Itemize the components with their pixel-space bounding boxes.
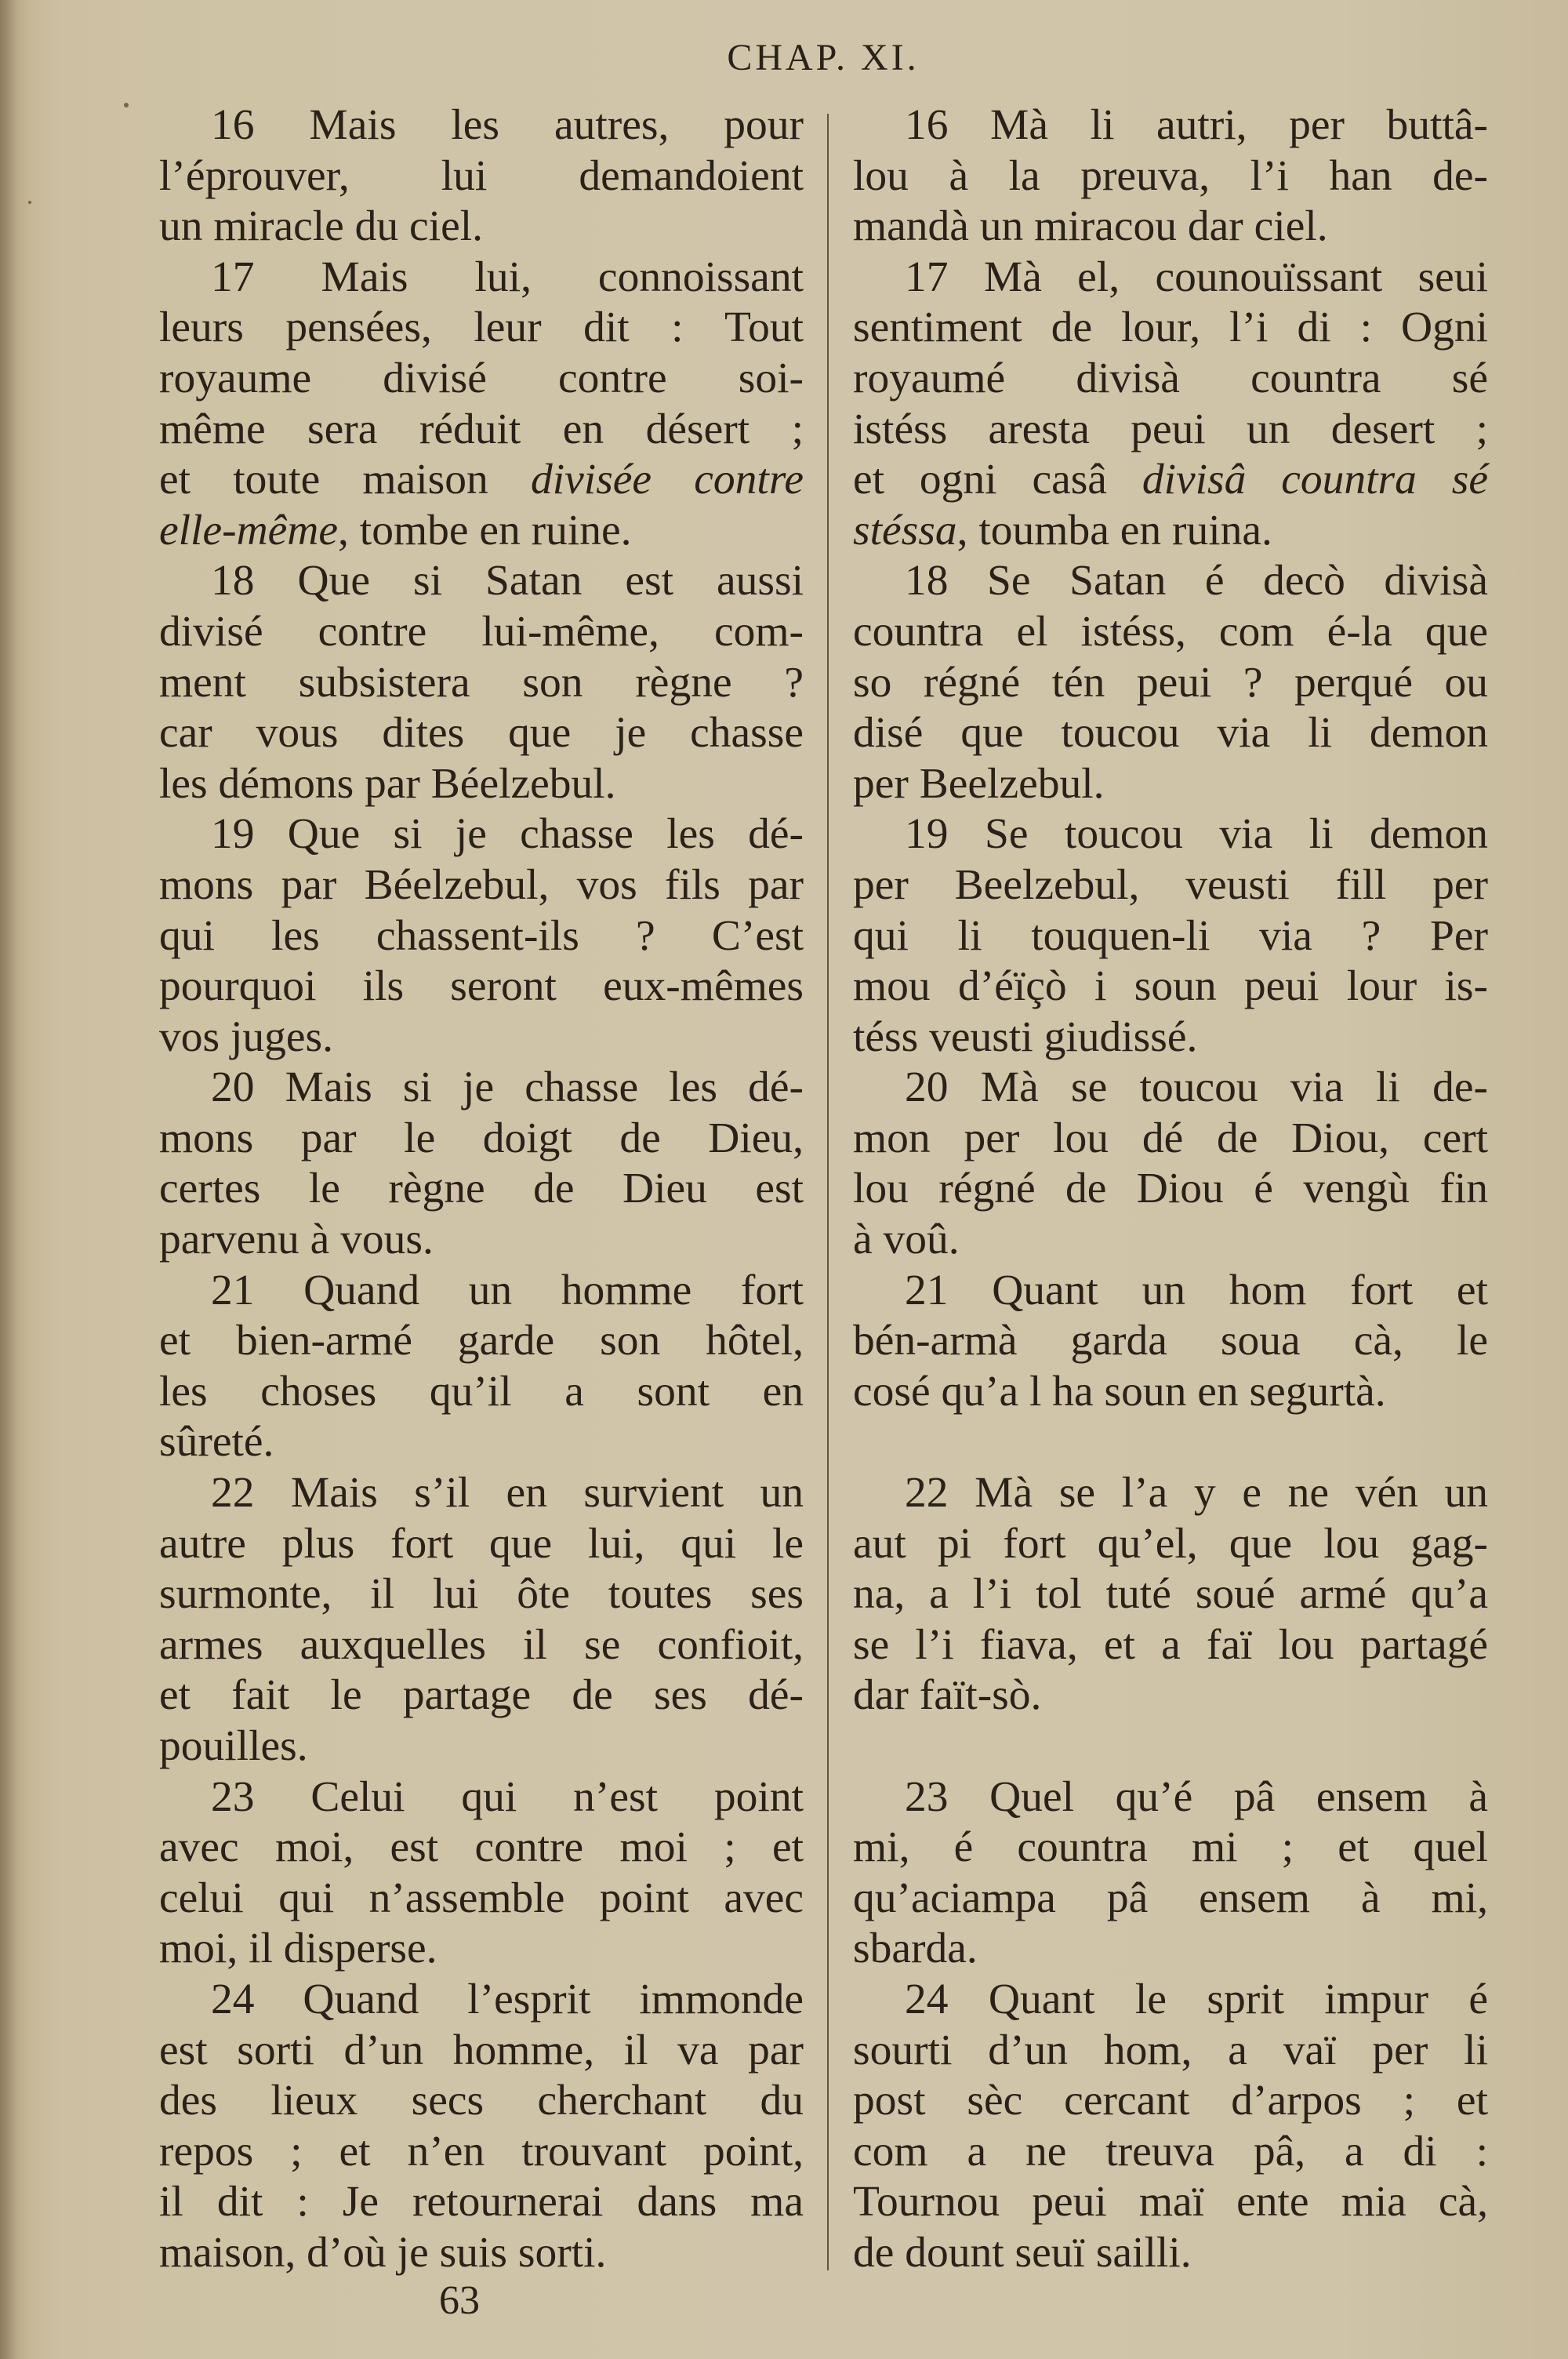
verse-line: avec moi, est contre moi ; et [159,1823,804,1872]
verse-20-fr [159,1063,804,1265]
verse-line: pourquoi ils seront eux-mêmes [159,962,804,1011]
verse-line: countra el istéss, com é-la que [853,607,1488,656]
italic-text: divisâ countra sé [1142,456,1488,504]
verse-19-nc [853,809,1488,1063]
verse-line: mons par Béelzebul, vos fils par [159,860,804,909]
verse-23-nc [853,1772,1488,1975]
verse-20-nc [853,1063,1488,1265]
verse-16-fr [159,100,804,253]
verse-line: sûreté. [159,1418,274,1467]
verse-line: celui qui n’assemble point avec [159,1874,804,1922]
verse-line: mandà un miracou dar ciel. [853,202,1328,251]
verse-19-fr [159,809,804,1063]
verse-line: des lieux secs cherchant du [159,2077,804,2125]
verse-line: 20 Mà se toucou via li de- [905,1063,1488,1112]
verse-line: royaumé divisà countra sé [853,354,1488,402]
french-column [159,100,804,2279]
verse-line: mon per lou dé de Diou, cert [853,1114,1488,1162]
verse-line: mou d’éïçò i soun peui lour is- [853,962,1488,1011]
verse-line: pouilles. [159,1722,308,1770]
verse-line: sourti d’un hom, a vaï per li [853,2026,1488,2074]
verse-line: même sera réduit en désert ; [159,405,804,453]
verse-line: Tournou peui maï ente mia cà, [853,2178,1488,2226]
page-number: 63 [439,2278,480,2323]
verse-line [159,455,804,506]
verse-line: dar faït-sò. [853,1671,1042,1720]
verse-line [853,506,1488,557]
verse-line: 18 Que si Satan est aussi [211,557,804,605]
verse-24-fr [159,1975,804,2279]
verse-text: et ogni casâ [853,456,1142,504]
verse-line: bén-armà garda soua cà, le [853,1317,1488,1365]
verse-line: armes auxquelles il se confioit, [159,1620,804,1669]
verse-line: ment subsistera son règne ? [159,658,804,707]
verse-line: qui li touquen-li via ? Per [853,911,1488,960]
verse-line: istéss aresta peui un desert ; [853,405,1488,453]
verse-line: 22 Mà se l’a y e ne vén un [905,1469,1488,1518]
italic-text: stéssa [853,506,957,554]
verse-line: 16 Mà li autri, per buttâ- [905,101,1488,149]
verse-line: 19 Que si je chasse les dé- [211,810,804,859]
blank-line [853,1417,1488,1468]
verse-line: les démons par Béelzebul. [159,759,616,808]
verse-17-fr [159,253,804,557]
verse-line: et fait le partage de ses dé- [159,1671,804,1720]
verse-line: repos ; et n’en trouvant point, [159,2127,804,2175]
verse-line: qui les chassent-ils ? C’est [159,911,804,960]
verse-16-nc [853,100,1488,253]
verse-22-nc [853,1468,1488,1772]
verse-line: 17 Mà el, counouïssant seui [905,253,1488,301]
column-divider [827,114,829,2270]
verse-line: sbarda. [853,1925,978,1973]
verse-line: 21 Quand un homme fort [211,1266,804,1314]
verse-line: 16 Mais les autres, pour [211,101,804,149]
verse-line [853,455,1488,506]
verse-line: certes le règne de Dieu est [159,1165,804,1213]
verse-line: 24 Quant le sprit impur é [905,1975,1488,2023]
verse-line: per Beelzebul. [853,759,1105,808]
verse-line: l’éprouver, lui demandoient [159,151,804,200]
verse-line: il dit : Je retournerai dans ma [159,2178,804,2226]
verse-24-nc [853,1975,1488,2279]
verse-line: est sorti d’un homme, il va par [159,2026,804,2074]
verse-line: per Beelzebul, veusti fill per [853,860,1488,909]
verse-line: les choses qu’il a sont en [159,1367,804,1416]
verse-line: 23 Quel qu’é pâ ensem à [905,1772,1488,1821]
verse-line: car vous dites que je chasse [159,709,804,758]
verse-line: so régné tén peui ? perqué ou [853,658,1488,707]
verse-line: moi, il disperse. [159,1925,437,1973]
verse-line: 20 Mais si je chasse les dé- [211,1063,804,1112]
verse-line: divisé contre lui-même, com- [159,607,804,656]
verse-21-fr [159,1266,804,1468]
verse-line: se l’i fiava, et a faï lou partagé [853,1620,1488,1669]
verse-line: mi, é countra mi ; et quel [853,1823,1488,1872]
verse-line: 23 Celui qui n’est point [211,1772,804,1821]
verse-line [159,506,804,557]
verse-line: 21 Quant un hom fort et [905,1266,1488,1314]
verse-line: royaume divisé contre soi- [159,354,804,402]
verse-line: disé que toucou via li demon [853,709,1488,758]
verse-line: autre plus fort que lui, qui le [159,1519,804,1568]
verse-22-fr [159,1468,804,1772]
verse-18-fr [159,556,804,809]
verse-line: vos juges. [159,1012,333,1061]
nicois-column [853,100,1488,2279]
gutter-shadow [0,0,17,2359]
verse-line: un miracle du ciel. [159,202,483,251]
verse-line: leurs pensées, leur dit : Tout [159,304,804,352]
verse-line: et bien-armé garde son hôtel, [159,1317,804,1365]
verse-line: qu’aciampa pâ ensem à mi, [853,1874,1488,1922]
running-head: CHAP. XI. [727,37,920,78]
verse-line: 17 Mais lui, connoissant [211,253,804,301]
paper-speck [28,201,31,204]
verse-text: , tombe en ruine. [338,506,632,554]
italic-text: elle-même [159,506,339,554]
verse-line: téss veusti giudissé. [853,1012,1198,1061]
verse-line: com a ne treuva pâ, a di : [853,2127,1488,2175]
italic-text: divisée contre [530,456,804,504]
verse-line: na, a l’i tol tuté soué armé qu’a [853,1570,1488,1619]
verse-line: 24 Quand l’esprit immonde [211,1975,804,2023]
verse-line: à voû. [853,1216,960,1264]
verse-21-nc [853,1266,1488,1468]
verse-17-nc [853,253,1488,557]
verse-line: surmonte, il lui ôte toutes ses [159,1570,804,1619]
verse-line: 22 Mais s’il en survient un [211,1469,804,1518]
verse-line: lou régné de Diou é vengù fin [853,1165,1488,1213]
verse-line: mons par le doigt de Dieu, [159,1114,804,1162]
paper-speck [124,103,129,107]
verse-line: parvenu à vous. [159,1216,434,1264]
verse-line: sentiment de lour, l’i di : Ogni [853,304,1488,352]
verse-text: , toumba en ruina. [956,506,1272,554]
verse-line: post sèc cercant d’arpos ; et [853,2077,1488,2125]
verse-line: lou à la preuva, l’i han de- [853,151,1488,200]
verse-text: et toute maison [159,456,531,504]
verse-18-nc [853,556,1488,809]
verse-line: cosé qu’a l ha soun en segurtà. [853,1367,1386,1416]
verse-line: aut pi fort qu’el, que lou gag- [853,1519,1488,1568]
verse-line: 19 Se toucou via li demon [905,810,1488,859]
blank-line [853,1721,1488,1772]
verse-line: 18 Se Satan é decò divisà [905,557,1488,605]
verse-23-fr [159,1772,804,1975]
verse-line: maison, d’où je suis sorti. [159,2228,607,2277]
verse-line: de dount seuï sailli. [853,2228,1192,2277]
